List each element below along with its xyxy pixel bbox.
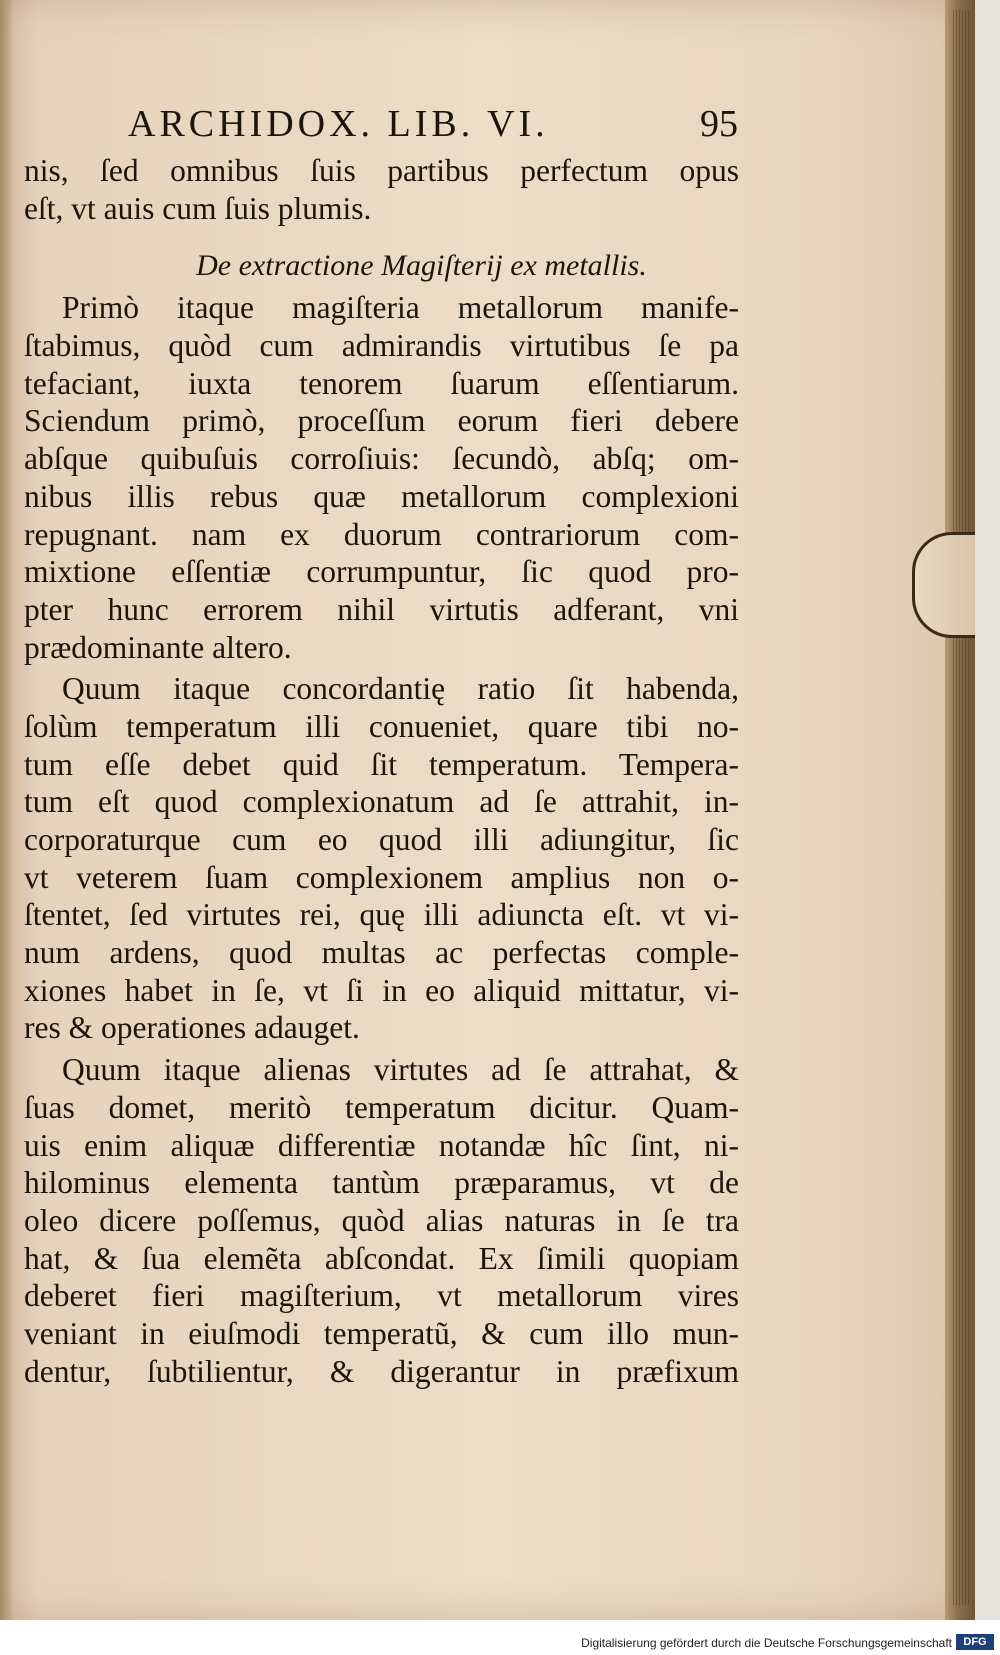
text-line: pter hunc errorem nihil virtutis adferant, vni	[24, 591, 739, 627]
section-heading: De extractione Magiſterij ex metallis.	[196, 249, 647, 283]
text-line: deberet fieri magiſterium, vt metallorum vires	[24, 1278, 739, 1314]
paragraph-3	[24, 1051, 739, 1390]
text-line: nis, ſed omnibus ſuis partibus perfectum opus	[24, 153, 739, 188]
dfg-logo: DFG	[956, 1634, 994, 1650]
text-line: ſtabimus, quòd cum admirandis virtutibus ſe pa	[24, 328, 739, 364]
running-title: ARCHIDOX. LIB. VI.	[128, 103, 549, 145]
text-line: tum eſſe debet quid ſit temperatum. Tempera-	[24, 746, 739, 782]
page-edge-lines	[953, 10, 969, 1605]
running-header	[128, 102, 738, 146]
text-line: tefaciant, iuxta tenorem ſuarum eſſentiarum.	[24, 365, 739, 401]
text-line: xiones habet in ſe, vt ſi in eo aliquid mittatur, vi-	[24, 972, 739, 1008]
funding-credit: Digitalisierung gefördert durch die Deutsche Forschungsgemeinschaft	[581, 1636, 952, 1650]
text-line: Quum itaque alienas virtutes ad ſe attrahat, &	[62, 1052, 739, 1088]
text-line: ſuas domet, meritò temperatum dicitur. Quam-	[24, 1089, 739, 1125]
paragraph-2	[24, 670, 739, 1047]
digitization-footer	[0, 1620, 1000, 1655]
text-line: hilominus elementa tantùm præparamus, vt de	[24, 1165, 739, 1201]
text-line: ſtentet, ſed virtutes rei, quę illi adiuncta eſt. vt vi-	[24, 897, 739, 933]
text-line: eſt, vt auis cum ſuis plumis.	[24, 190, 372, 226]
text-line: corporaturque cum eo quod illi adiungitur, ſic	[24, 822, 739, 857]
text-line: num ardens, quod multas ac perfectas comple-	[24, 935, 739, 971]
text-line: veniant in eiuſmodi temperatũ, & cum illo mun-	[24, 1315, 739, 1351]
page-gutter	[0, 0, 14, 1620]
text-line: ſolùm temperatum illi conueniet, quare tibi no-	[24, 708, 739, 744]
text-line: Primò itaque magiſteria metallorum manife-	[62, 290, 739, 326]
text-line: Quum itaque concordantię ratio ſit habenda,	[62, 671, 739, 707]
clasp-marker	[912, 532, 975, 638]
text-line: nibus illis rebus quæ metallorum complexioni	[24, 478, 739, 514]
text-line: mixtione eſſentiæ corrumpuntur, ſic quod pro-	[24, 554, 739, 590]
text-line: repugnant. nam ex duorum contrariorum com-	[24, 516, 739, 552]
page-number: 95	[700, 103, 738, 145]
text-line: dentur, ſubtilientur, & digerantur in præfixum	[24, 1353, 739, 1389]
text-line: abſque quibuſuis corroſiuis: ſecundò, abſq; om-	[24, 441, 739, 477]
text-line: prædominante altero.	[24, 629, 292, 665]
page-edge	[945, 0, 975, 1620]
main-text	[24, 152, 739, 1390]
paragraph-1	[24, 289, 739, 666]
text-line: res & operationes adauget.	[24, 1010, 360, 1046]
text-line: uis enim aliquæ differentiæ notandæ hîc ſint, ni-	[24, 1127, 739, 1163]
text-line: tum eſt quod complexionatum ad ſe attrahit, in-	[24, 784, 739, 820]
text-line: vt veterem ſuam complexionem amplius non o-	[24, 859, 739, 895]
text-line: hat, & ſua elemẽta abſcondat. Ex ſimili quopiam	[24, 1240, 739, 1276]
text-line: Sciendum primò, proceſſum eorum fieri debere	[24, 403, 739, 439]
text-line: oleo dicere poſſemus, quòd alias naturas in ſe tra	[24, 1202, 739, 1238]
